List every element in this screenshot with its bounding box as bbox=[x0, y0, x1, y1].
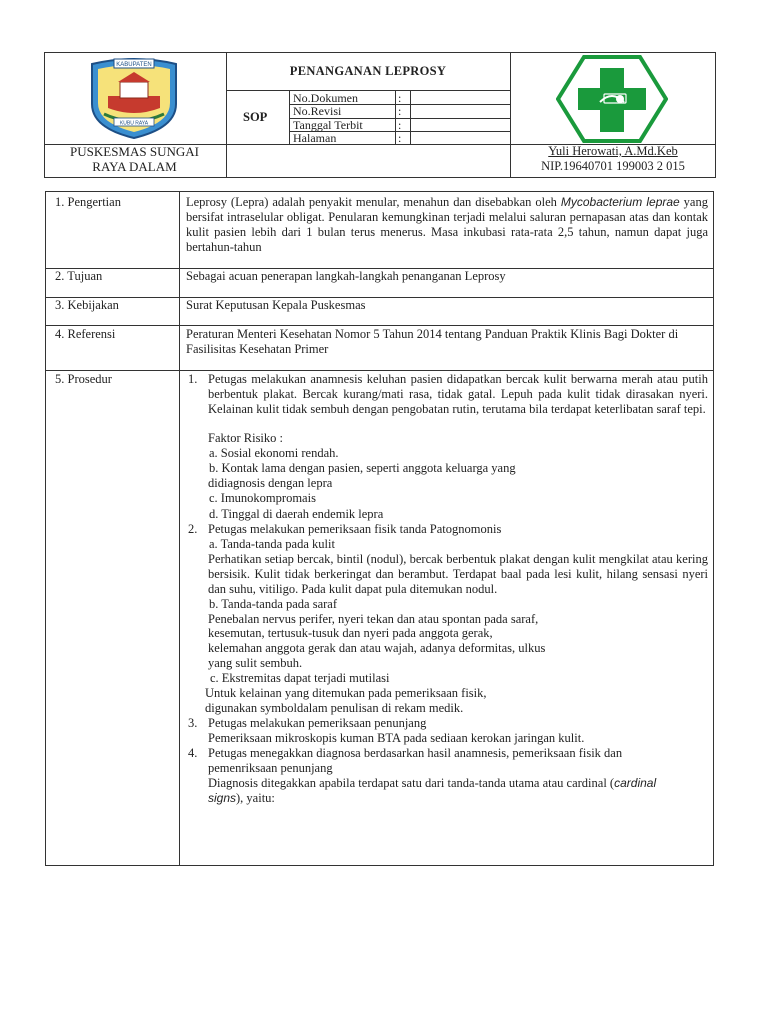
step4-text: Petugas menegakkan diagnosa berdasarkan hasil anamnesis, pemeriksaan fisik dan bbox=[208, 746, 623, 760]
text-referensi: Peraturan Menteri Kesehatan Nomor 5 Tahun 2014 tentang Panduan Praktik Klinis Bagi Dokter di Fasilisitas Kesehatan Primer bbox=[186, 327, 679, 356]
step4-diag-italic1: cardinal bbox=[614, 776, 657, 790]
signer-name: Yuli Herowati, A.Md.Keb bbox=[548, 144, 678, 158]
sop-label: SOP bbox=[243, 110, 268, 124]
label-pengertian: 1. Pengertian bbox=[55, 195, 121, 209]
step3-number: 3. bbox=[188, 716, 198, 730]
risk-c: c. Imunokompromais bbox=[209, 491, 316, 505]
meta-no-dokumen-label: No.Dokumen bbox=[293, 91, 358, 105]
step2-b-line3: kelemahan anggota gerak dan atau wajah, adanya deformitas, ulkus bbox=[208, 641, 546, 655]
risk-b-cont: didiagnosis dengan lepra bbox=[208, 476, 333, 490]
step4-diag-italic2: signs bbox=[208, 791, 237, 805]
step4-diagnosis-line2 bbox=[208, 791, 275, 806]
document-title: PENANGANAN LEPROSY bbox=[289, 64, 447, 78]
step2-c-heading: c. Ekstremitas dapat terjadi mutilasi bbox=[210, 671, 390, 685]
institution-name: PUSKESMAS SUNGAI RAYA DALAM bbox=[70, 144, 199, 174]
label-kebijakan: 3. Kebijakan bbox=[55, 298, 119, 312]
step2-a-heading: a. Tanda-tanda pada kulit bbox=[209, 537, 335, 551]
step3-sub: Pemeriksaan mikroskopis kuman BTA pada sediaan kerokan jaringan kulit. bbox=[208, 731, 585, 745]
text-kebijakan: Surat Keputusan Kepala Puskesmas bbox=[186, 298, 366, 312]
meta-no-dokumen-sep: : bbox=[398, 91, 402, 105]
pengertian-text-b: yang bersifat intraselular obligat. Penularan kemungkinan terjadi melalui saluran pernapasan atas dan kontak kulit pasien lebih dari 1 bulan terus menerus. Masa inkubasi rata-rata 2,5 tahun, namun dapat juga bertahun-tahun bbox=[186, 195, 708, 254]
step4-diag-b: ), yaitu: bbox=[236, 791, 275, 805]
step2-b-heading: b. Tanda-tanda pada saraf bbox=[209, 597, 337, 611]
step2-b-line2: kesemutan, tertusuk-tusuk dan nyeri pada anggota gerak, bbox=[208, 626, 493, 640]
step1-text: Petugas melakukan anamnesis keluhan pasien didapatkan bercak kulit berwarna merah atau putih berbentuk plakat. Bercak kurang/mati rasa, tidak gatal. Lepuh pada kulit tidak dirasakan nyeri. Kelainan kulit tidak sembuh dengan pengobatan rutin, terutama bila terdapat keterlibatan saraf tepi. bbox=[208, 372, 708, 416]
step4-text-cont: pemenriksaan penunjang bbox=[208, 761, 333, 775]
step2-b-line1: Penebalan nervus perifer, nyeri tekan dan atau spontan pada saraf, bbox=[208, 612, 539, 626]
step4-number: 4. bbox=[188, 746, 198, 760]
meta-halaman-sep: : bbox=[398, 131, 402, 145]
meta-no-revisi-label: No.Revisi bbox=[293, 104, 342, 118]
meta-tanggal-terbit-label: Tanggal Terbit bbox=[293, 118, 363, 132]
meta-tanggal-terbit-sep: : bbox=[398, 118, 402, 132]
risk-d: d. Tinggal di daerah endemik lepra bbox=[209, 507, 384, 521]
signer-nip: NIP.19640701 199003 2 015 bbox=[541, 159, 685, 173]
logo-text-top: KABUPATEN bbox=[116, 62, 152, 68]
meta-no-revisi-sep: : bbox=[398, 104, 402, 118]
text-tujuan: Sebagai acuan penerapan langkah-langkah penanganan Leprosy bbox=[186, 269, 506, 283]
label-prosedur: 5. Prosedur bbox=[55, 372, 112, 386]
step2-c-line1: Untuk kelainan yang ditemukan pada pemeriksaan fisik, bbox=[205, 686, 487, 700]
faktor-risiko: Faktor Risiko : bbox=[208, 431, 284, 445]
step2-text: Petugas melakukan pemeriksaan fisik tanda Patognomonis bbox=[208, 522, 502, 536]
step3-text: Petugas melakukan pemeriksaan penunjang bbox=[208, 716, 427, 730]
meta-halaman-label: Halaman bbox=[293, 131, 337, 145]
pengertian-italic: Mycobacterium leprae bbox=[560, 195, 680, 209]
step2-number: 2. bbox=[188, 522, 198, 536]
risk-b: b. Kontak lama dengan pasien, seperti anggota keluarga yang bbox=[209, 461, 516, 475]
label-referensi: 4. Referensi bbox=[55, 327, 116, 341]
step2-a-text: Perhatikan setiap bercak, bintil (nodul), bercak berbentuk plakat dengan kulit mengkilat atau kering bersisik. Kulit tidak berkeringat dan berambut. Terdapat baal pada lesi kulit, hilang sensasi nyeri dan suhu, vitiligo. Pada kulit dapat pula ditemukan nodul. bbox=[208, 552, 708, 596]
kubu-raya-logo bbox=[84, 56, 184, 140]
pengertian-text-a: Leprosy (Lepra) adalah penyakit menular, menahun dan disebabkan oleh bbox=[186, 195, 561, 209]
step2-c-line2: digunakan symboldalam penulisan di rekam medik. bbox=[205, 701, 464, 715]
step4-diag-a: Diagnosis ditegakkan apabila terdapat satu dari tanda-tanda utama atau cardinal ( bbox=[208, 776, 615, 790]
puskesmas-logo bbox=[556, 54, 668, 144]
step2-b-line4: yang sulit sembuh. bbox=[208, 656, 303, 670]
step1-number: 1. bbox=[188, 372, 198, 386]
risk-a: a. Sosial ekonomi rendah. bbox=[209, 446, 339, 460]
step4-diagnosis-line1 bbox=[208, 776, 656, 791]
label-tujuan: 2. Tujuan bbox=[55, 269, 103, 283]
text-pengertian bbox=[186, 195, 708, 255]
logo-text-bottom: KUBU RAYA bbox=[119, 120, 149, 127]
